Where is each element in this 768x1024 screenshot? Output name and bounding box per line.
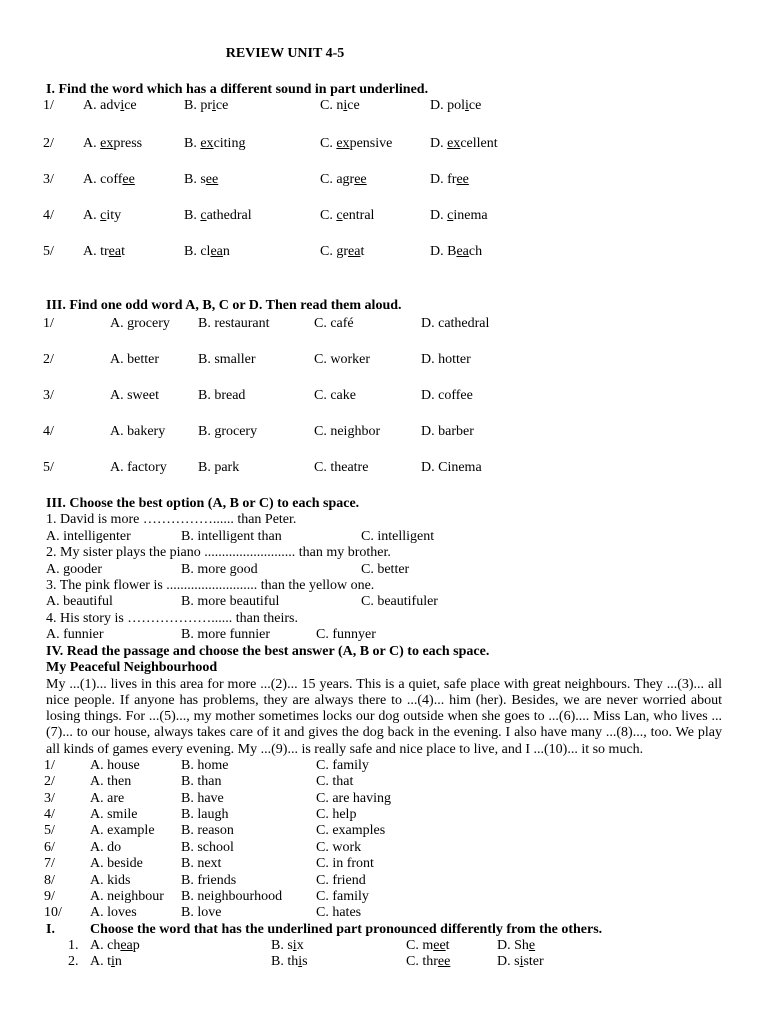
question-number: 1. [68,938,79,953]
option-b: B. laugh [181,806,229,822]
option-c: C. better [361,561,410,577]
option-a: A. neighbour [90,888,164,904]
option-b: B. intelligent than [181,528,282,544]
option-b: B. have [181,790,224,806]
option-a: A. factory [110,460,167,475]
question-text: 1. David is more ……………...... than Peter. [46,512,297,528]
option-b: B. more funnier [181,627,271,643]
option-b: B. neighbourhood [181,888,283,904]
option-c: C. funnyer [316,627,376,643]
section4-heading: IV. Read the passage and choose the best answer (A, B or C) to each space. [46,644,490,659]
page-title: REVIEW UNIT 4-5 [225,46,345,61]
section3 [46,496,722,644]
underlined-part: c [200,208,207,223]
option-a: A. beautiful [46,594,113,610]
option-c: C. work [316,839,362,855]
option-c: C. family [316,888,369,904]
option-c: C. great [320,244,365,259]
option-c: C. family [316,757,369,773]
underlined-part: i [111,954,115,969]
option-b: B. home [181,757,229,773]
option-a: A. then [90,774,132,790]
options-row [46,529,722,545]
option-c: C. intelligent [361,528,435,544]
question-number: 6/ [44,839,55,855]
underlined-part: ea [108,244,122,259]
option-b: B. grocery [198,424,258,439]
option-a: A. coffee [83,172,135,187]
answer-row [46,791,722,807]
question-number: 1/ [43,98,54,113]
underlined-part: ex [100,136,114,151]
question-number: 2/ [43,136,54,151]
answer-row [46,823,722,839]
question-number: 1/ [43,316,54,331]
option-b: B. friends [181,872,237,888]
option-c: C. in front [316,856,374,872]
underlined-part: c [100,208,107,223]
option-a: A. are [90,790,125,806]
option-c: C. examples [316,823,386,839]
option-d: D. She [497,938,536,953]
underlined-part: i [120,98,125,113]
question-number: 3/ [43,388,54,403]
option-c: C. that [316,774,354,790]
underlined-part: e [528,938,536,953]
option-c: C. friend [316,872,366,888]
option-a: A. treat [83,244,125,259]
question-number: 5/ [43,460,54,475]
option-c: C. hates [316,905,362,921]
option-b: B. more beautiful [181,594,280,610]
question-text: 2. My sister plays the piano .......................... than my brother. [46,545,391,561]
option-b: B. next [181,856,222,872]
question-row [0,172,720,188]
question-number: 4/ [43,208,54,223]
option-a: A. smile [90,806,138,822]
option-a: A. do [90,839,122,855]
answer-row [46,758,722,774]
option-a: A. beside [90,856,143,872]
underlined-part: i [343,98,348,113]
question-number: 10/ [44,905,62,921]
option-a: A. kids [90,872,131,888]
option-c: C. expensive [320,136,393,151]
option-a: A. express [83,136,143,151]
question-number: 3/ [44,790,55,806]
underlined-part: c [447,208,454,223]
answer-row [46,905,722,921]
option-a: A. funnier [46,627,104,643]
underlined-part: ea [210,244,223,259]
option-c: C. nice [320,98,360,113]
option-c: C. café [314,316,354,331]
question-row [0,460,720,476]
option-b: B. this [271,954,308,969]
underlined-part: i [292,938,297,953]
options-row [46,594,722,610]
underlined-part: c [336,208,343,223]
option-b: B. bread [198,388,246,403]
underlined-part: ee [433,938,446,953]
section3-heading: III. Choose the best option (A, B or C) to each space. [46,496,360,511]
question-number: 2/ [43,352,54,367]
question-row [0,98,720,114]
option-b: B. than [181,774,222,790]
option-c: C. worker [314,352,370,367]
underlined-part: ex [336,136,350,151]
option-b: B. cathedral [184,208,252,223]
underlined-part: i [465,98,469,113]
answer-row [46,856,722,872]
passage-title: My Peaceful Neighbourhood [46,660,218,676]
option-a: A. grocery [110,316,170,331]
answer-row [46,807,722,823]
option-a: A. city [83,208,122,223]
option-a: A. cheap [90,938,140,953]
question-row [0,316,720,332]
question-number: 4/ [43,424,54,439]
question-row [0,352,720,368]
question-row [0,388,720,404]
underlined-part: i [519,954,524,969]
question-text: 3. The pink flower is .......................... than the yellow one. [46,577,375,593]
option-c: C. three [406,954,451,969]
options-row [46,562,722,578]
question-number: 8/ [44,872,55,888]
option-a: A. advice [83,98,137,113]
option-b: B. more good [181,561,258,577]
underlined-part: ee [437,954,451,969]
underlined-part: i [298,954,303,969]
question-number: 5/ [43,244,54,259]
option-b: B. smaller [198,352,256,367]
option-c: C. neighbor [314,424,381,439]
option-b: B. restaurant [198,316,270,331]
underlined-part: ee [456,172,469,187]
section2-heading: III. Find one odd word A, B, C or D. Then read them aloud. [46,298,402,313]
section1-heading: I. Find the word which has a different sound in part underlined. [46,82,429,97]
option-b: B. love [181,905,222,921]
question-number: 4/ [44,806,55,822]
option-d: D. sister [497,954,544,969]
option-b: B. price [184,98,229,113]
underlined-part: i [212,98,216,113]
underlined-part: ee [205,172,219,187]
option-a: A. bakery [110,424,166,439]
option-b: B. reason [181,823,234,839]
underlined-part: ea [456,244,469,259]
option-a: A. gooder [46,561,102,577]
option-b: B. six [271,938,304,953]
option-c: C. are having [316,790,392,806]
question-number: 5/ [44,823,55,839]
question-row [0,424,720,440]
question-number: 1/ [44,757,55,773]
option-c: C. theatre [314,460,369,475]
answer-row [46,889,722,905]
option-a: A. example [90,823,155,839]
question-row [0,938,720,954]
option-d: D. Beach [430,244,483,259]
question-row [0,244,720,260]
option-b: B. school [181,839,234,855]
option-c: C. cake [314,388,356,403]
option-a: A. loves [90,905,137,921]
underlined-part: ea [348,244,361,259]
question-number: 9/ [44,888,55,904]
question-text: 4. His story is ………………...... than theirs. [46,610,298,626]
question-row [0,136,720,152]
option-d: D. barber [421,424,474,439]
answer-row [46,774,722,790]
option-c: C. meet [406,938,450,953]
option-a: A. tin [90,954,122,969]
question-number: 2. [68,954,79,969]
question-number: 3/ [43,172,54,187]
answer-row [46,873,722,889]
option-d: D. cathedral [421,316,490,331]
option-d: D. hotter [421,352,471,367]
option-c: C. help [316,806,357,822]
question-row [0,208,720,224]
option-d: D. free [430,172,469,187]
option-c: C. beautifuler [361,594,438,610]
answer-row [46,840,722,856]
option-a: A. better [110,352,159,367]
option-d: D. Cinema [421,460,482,475]
section5-numeral: I. [46,922,55,937]
option-c: C. agree [320,172,367,187]
option-a: A. house [90,757,140,773]
option-a: A. sweet [110,388,159,403]
options-row [46,627,722,643]
question-row [0,954,720,970]
section4 [46,644,722,922]
option-c: C. central [320,208,375,223]
underlined-part: ee [122,172,135,187]
option-a: A. intelligenter [46,528,131,544]
question-number: 2/ [44,774,55,790]
option-d: D. police [430,98,482,113]
option-d: D. cinema [430,208,488,223]
passage-text: My ...(1)... lives in this area for more ...(2)... 15 years. This is a quiet, safe place with great neighbours. They ...(3)... all nice people. If anyone has problems, they are always there to ...(4)... him (her). Besides, we are never worried about losing things. For ...(5)..., my mother sometimes locks our dog outside when she goes to ...(6).... Miss Lan, who lives ...(7)... to our house, always takes care of it and gives the dog back in the evening. I also have many ...(8)..., too. We play all kinds of games every evening. My ...(9)... is really safe and nice place to live, and I ...(10)... it so much. [46,676,722,757]
option-b: B. see [184,172,219,187]
option-b: B. clean [184,244,230,259]
underlined-part: ea [120,938,133,953]
option-d: D. coffee [421,388,473,403]
option-d: D. excellent [430,136,498,151]
underlined-part: ex [447,136,461,151]
question-number: 7/ [44,856,55,872]
underlined-part: ee [354,172,367,187]
option-b: B. exciting [184,136,246,151]
section5-heading: Choose the word that has the underlined part pronounced differently from the others. [90,922,603,937]
underlined-part: ex [200,136,214,151]
option-b: B. park [198,460,240,475]
